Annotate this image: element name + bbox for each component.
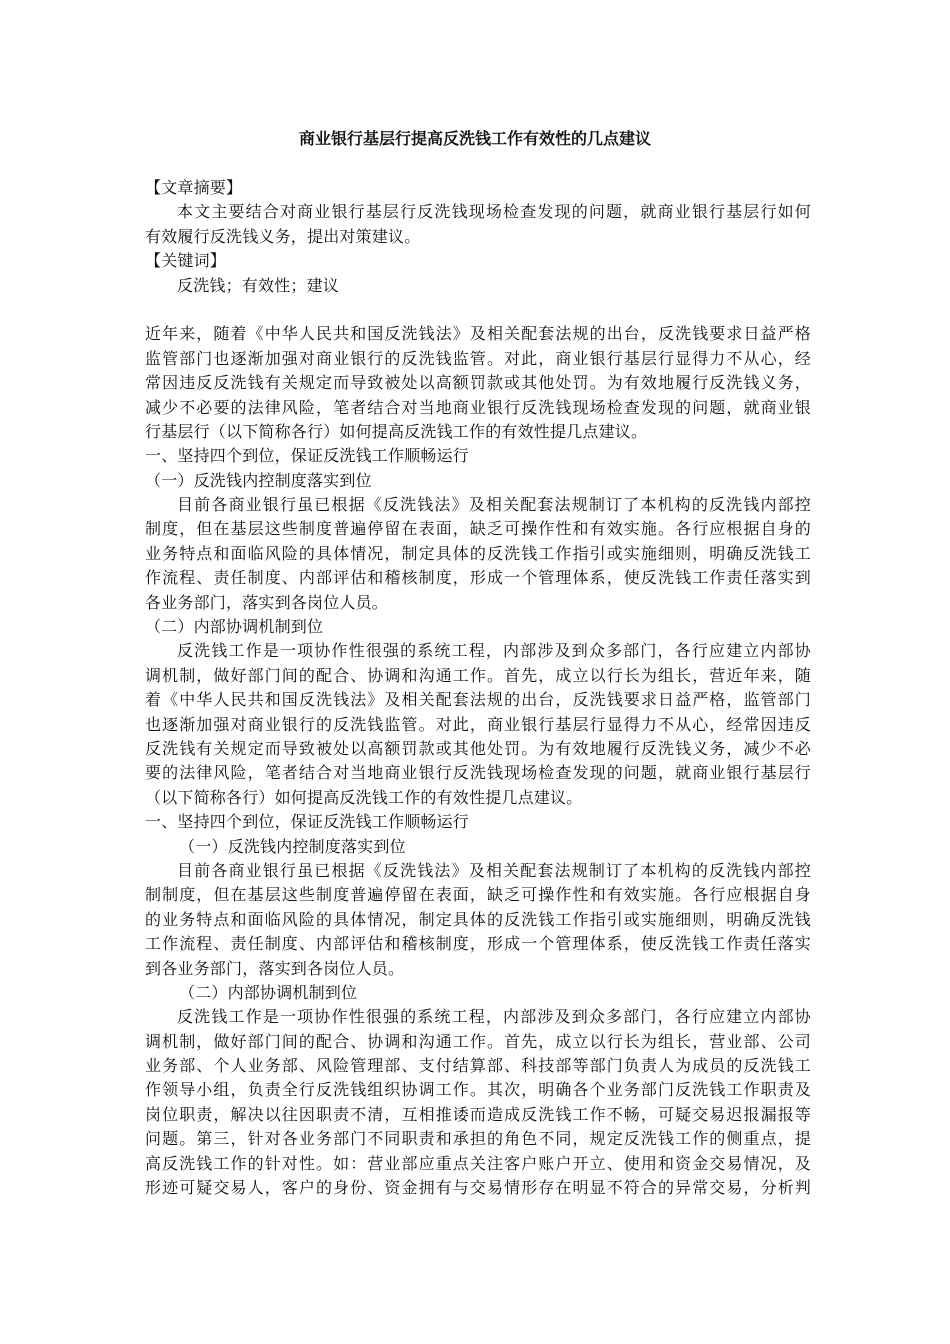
- text-line: 目前各商业银行虽已根据《反洗钱法》及相关配套法规制订了本机构的反洗钱内部控: [177, 495, 811, 515]
- text-line: 目前各商业银行虽已根据《反洗钱法》及相关配套法规制订了本机构的反洗钱内部控: [177, 860, 811, 880]
- document-title: 商业银行基层行提高反洗钱工作有效性的几点建议: [298, 129, 651, 148]
- document-body: [145, 176, 811, 1200]
- text-line: 作领导小组，负责全行反洗钱组织协调工作。其次，明确各个业务部门反洗钱工作职责及: [145, 1080, 811, 1100]
- text-line: 本文主要结合对商业银行基层行反洗钱现场检查发现的问题，就商业银行基层行如何: [177, 202, 811, 222]
- text-line: 反洗钱有关规定而导致被处以高额罚款或其他处罚。为有效地履行反洗钱义务，减少不必: [145, 738, 811, 758]
- text-line: 制制度，但在基层这些制度普遍停留在表面，缺乏可操作性和有效实施。各行应根据自身: [145, 885, 811, 905]
- text-line: 着《中华人民共和国反洗钱法》及相关配套法规的出台，反洗钱要求日益严格，监管部门: [145, 690, 811, 710]
- text-line: 制度，但在基层这些制度普遍停留在表面，缺乏可操作性和有效实施。各行应根据自身的: [145, 519, 811, 539]
- text-line: （二）内部协调机制到位: [179, 982, 358, 1002]
- text-line: 反洗钱工作是一项协作性很强的系统工程，内部涉及到众多部门，各行应建立内部协: [177, 641, 811, 661]
- text-line: 各业务部门，落实到各岗位人员。: [145, 592, 389, 612]
- text-line: 要的法律风险，笔者结合对当地商业银行反洗钱现场检查发现的问题，就商业银行基层行: [145, 763, 811, 783]
- text-line: 问题。第三，针对各业务部门不同职责和承担的角色不同，规定反洗钱工作的侧重点，提: [145, 1129, 811, 1149]
- text-line: 减少不必要的法律风险，笔者结合对当地商业银行反洗钱现场检查发现的问题，就商业银: [145, 397, 811, 417]
- text-line: 反洗钱；有效性；建议: [177, 275, 340, 295]
- text-line: 常因违反反洗钱有关规定而导致被处以高额罚款或其他处罚。为有效地履行反洗钱义务，: [145, 373, 811, 393]
- text-line: 形迹可疑交易人，客户的身份、资金拥有与交易情形存在明显不符合的异常交易，分析判: [145, 1178, 811, 1198]
- text-line: 作流程、责任制度、内部评估和稽核制度，形成一个管理体系，使反洗钱工作责任落实到: [145, 568, 811, 588]
- text-line: 一、坚持四个到位，保证反洗钱工作顺畅运行: [145, 812, 470, 832]
- text-line: （一）反洗钱内控制度落实到位: [179, 836, 406, 856]
- text-line: （二）内部协调机制到位: [145, 617, 324, 637]
- text-line: 【文章摘要】: [145, 178, 243, 197]
- text-line: 高反洗钱工作的针对性。如：营业部应重点关注客户账户开立、使用和资金交易情况，及: [145, 1153, 811, 1173]
- text-line: 调机制，做好部门间的配合、协调和沟通工作。首先，成立以行长为组长，营近年来，随: [145, 665, 811, 685]
- text-line: 有效履行反洗钱义务，提出对策建议。: [145, 226, 421, 246]
- text-line: 也逐渐加强对商业银行的反洗钱监管。对此，商业银行基层行显得力不从心，经常因违反: [145, 714, 811, 734]
- text-line: （以下简称各行）如何提高反洗钱工作的有效性提几点建议。: [145, 787, 583, 807]
- text-line: 行基层行（以下简称各行）如何提高反洗钱工作的有效性提几点建议。: [145, 421, 648, 441]
- text-line: 到各业务部门，落实到各岗位人员。: [145, 958, 405, 978]
- text-line: 一、坚持四个到位，保证反洗钱工作顺畅运行: [145, 446, 470, 466]
- text-line: 业务部、个人业务部、风险管理部、支付结算部、科技部等部门负责人为成员的反洗钱工: [145, 1056, 811, 1076]
- text-line: 岗位职责，解决以往因职责不清，互相推诿而造成反洗钱工作不畅，可疑交易迟报漏报等: [145, 1104, 811, 1124]
- text-line: 【关键词】: [145, 251, 227, 271]
- text-line: 反洗钱工作是一项协作性很强的系统工程，内部涉及到众多部门，各行应建立内部协: [177, 1007, 811, 1027]
- text-line: 工作流程、责任制度、内部评估和稽核制度，形成一个管理体系，使反洗钱工作责任落实: [145, 934, 811, 954]
- text-line: 近年来，随着《中华人民共和国反洗钱法》及相关配套法规的出台，反洗钱要求日益严格: [145, 324, 811, 344]
- text-line: 调机制，做好部门间的配合、协调和沟通工作。首先，成立以行长为组长，营业部、公司: [145, 1031, 811, 1051]
- text-line: （一）反洗钱内控制度落实到位: [145, 470, 372, 490]
- text-line: 监管部门也逐渐加强对商业银行的反洗钱监管。对此，商业银行基层行显得力不从心，经: [145, 348, 811, 368]
- text-line: 的业务特点和面临风险的具体情况，制定具体的反洗钱工作指引或实施细则，明确反洗钱: [145, 909, 811, 929]
- blank-line: [145, 298, 811, 322]
- text-line: 业务特点和面临风险的具体情况，制定具体的反洗钱工作指引或实施细则，明确反洗钱工: [145, 543, 811, 563]
